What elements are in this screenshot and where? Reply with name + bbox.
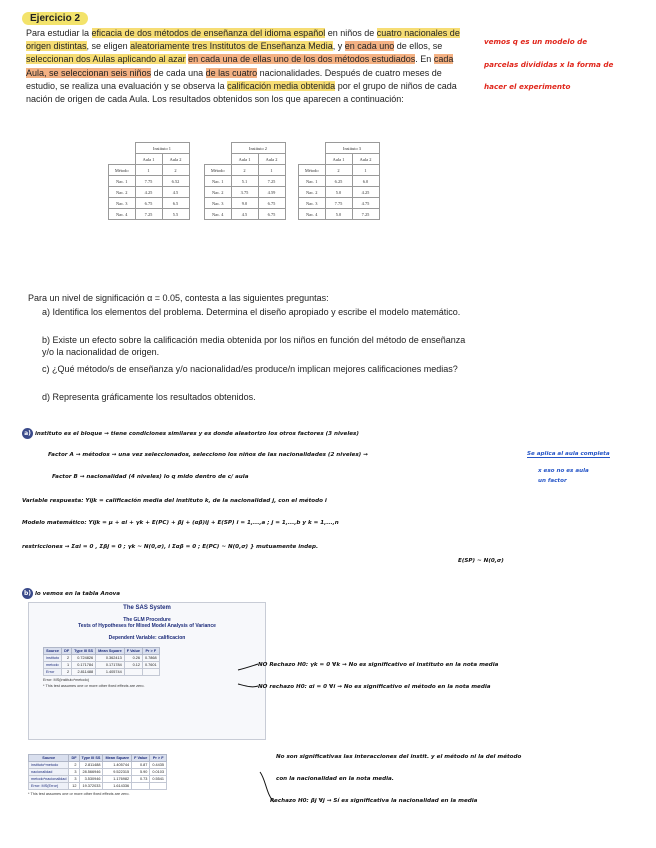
sas-cell: 0.12 bbox=[124, 662, 142, 669]
sas-dependent: Dependent Variable: calificacion bbox=[108, 635, 186, 641]
sas-cell: Error bbox=[44, 669, 62, 676]
table-cell: Nac. 3 bbox=[299, 198, 326, 209]
margin-note-line3: hacer el experimento bbox=[484, 82, 571, 91]
sas-cell: 1.405744 bbox=[103, 762, 132, 769]
sas-header: F Value bbox=[132, 755, 150, 762]
sas-header: F Value bbox=[124, 648, 142, 655]
metodo-value: 1 bbox=[258, 165, 285, 176]
answer-a-marker: a) bbox=[22, 428, 33, 439]
sas-table1-wrap bbox=[43, 647, 265, 688]
metodo-label: Método bbox=[299, 165, 326, 176]
table-cell: Nac. 4 bbox=[109, 209, 136, 220]
sas-cell: 28.566946 bbox=[79, 769, 103, 776]
metodo-value: 2 bbox=[325, 165, 352, 176]
sas-cell bbox=[150, 783, 167, 790]
table-row bbox=[299, 198, 380, 209]
sas-row bbox=[29, 783, 167, 790]
sas-cell: 0.26 bbox=[124, 655, 142, 662]
table-row bbox=[109, 187, 190, 198]
sas-cell: 0.171784 bbox=[96, 662, 125, 669]
metodo-value: 2 bbox=[162, 165, 189, 176]
sas-cell: 1.176982 bbox=[103, 776, 132, 783]
table-row bbox=[109, 209, 190, 220]
answer-b-note4: con la nacionalidad en la nota media. bbox=[276, 776, 394, 782]
table-cell: 3.75 bbox=[231, 187, 258, 198]
sas-header: Mean Square bbox=[96, 648, 125, 655]
sas-header: Source bbox=[29, 755, 69, 762]
metodo-value: 1 bbox=[135, 165, 162, 176]
sas-header: DF bbox=[62, 648, 72, 655]
sas-cell: nacionalidad bbox=[29, 769, 69, 776]
table-cell: 5.0 bbox=[325, 209, 352, 220]
table-cell: 7.25 bbox=[135, 209, 162, 220]
sas-cell: 1.614336 bbox=[103, 783, 132, 790]
table-cell: 4.5 bbox=[231, 209, 258, 220]
table-cell: Nac. 3 bbox=[205, 198, 232, 209]
answer-b-note5: Rechazo H0: βj ∀j → Sí es significativa la nacionalidad en la media bbox=[270, 798, 478, 804]
sas-row bbox=[29, 769, 167, 776]
answer-a-blue-note3: un factor bbox=[538, 478, 567, 484]
sas-row bbox=[44, 662, 160, 669]
sas-cell: 9.522315 bbox=[103, 769, 132, 776]
questions-intro: Para un nivel de significación α = 0.05, contesta a las siguientes preguntas: bbox=[28, 293, 329, 303]
table-cell: 4.25 bbox=[352, 187, 379, 198]
sas-cell: 0.73 bbox=[132, 776, 150, 783]
aula-header: Aula 2 bbox=[258, 154, 285, 165]
sas-row bbox=[44, 669, 160, 676]
sas-row bbox=[29, 776, 167, 783]
sas-cell: metodo*nacionalidad bbox=[29, 776, 69, 783]
sas-cell: 12 bbox=[69, 783, 79, 790]
sas-cell: Error: MS(Error) bbox=[29, 783, 69, 790]
table-cell: Nac. 2 bbox=[205, 187, 232, 198]
sas-cell: 3 bbox=[69, 769, 79, 776]
table-cell: 6.5 bbox=[162, 198, 189, 209]
sas-cell: 1 bbox=[62, 662, 72, 669]
sas-cell: metodo bbox=[44, 662, 62, 669]
metodo-value: 2 bbox=[231, 165, 258, 176]
table-cell: 7.75 bbox=[325, 198, 352, 209]
sas-cell: 5.90 bbox=[132, 769, 150, 776]
table-row bbox=[205, 209, 286, 220]
sas-cell: 2.811488 bbox=[79, 762, 103, 769]
sas-anova-table-1 bbox=[43, 647, 160, 676]
exercise-title: Ejercicio 2 bbox=[22, 12, 88, 25]
answer-a-blue-note1: Se aplica al aula completa bbox=[527, 451, 610, 457]
table-cell: 5.5 bbox=[162, 209, 189, 220]
question-a: a) Identifica los elementos del problema. Determina el diseño apropiado y escribe el modelo matemático. bbox=[42, 307, 461, 317]
answer-a-line6: restricciones → Σαi = 0 , Σβj = 0 ; γk ~ N(0,σ), i Σαβ = 0 ; E(PC) ~ N(0,σ) } mutuamente indep. bbox=[22, 544, 319, 550]
sas-procedure: The GLM Procedure bbox=[123, 617, 171, 623]
table-cell: 5.0 bbox=[325, 187, 352, 198]
sas-header: Type III SS bbox=[72, 648, 96, 655]
sas-header: Pr > F bbox=[143, 648, 160, 655]
aula-header: Aula 2 bbox=[162, 154, 189, 165]
table-cell: Nac. 2 bbox=[299, 187, 326, 198]
table-cell: 7.25 bbox=[352, 209, 379, 220]
sas-footnote-2: * This test assumes one or more other fixed effects are zero. bbox=[28, 792, 130, 796]
table-row bbox=[299, 176, 380, 187]
institute-name: Instituto 3 bbox=[325, 143, 379, 154]
sas-cell: 3 bbox=[69, 776, 79, 783]
institute-name: Instituto 2 bbox=[231, 143, 285, 154]
institute-table-3 bbox=[298, 142, 380, 220]
sas-cell: 2 bbox=[62, 669, 72, 676]
sas-table2-wrap bbox=[28, 754, 167, 796]
sas-row bbox=[29, 762, 167, 769]
metodo-label: Método bbox=[109, 165, 136, 176]
annotation-bracket bbox=[256, 770, 278, 806]
table-row bbox=[205, 198, 286, 209]
question-b: b) Existe un efecto sobre la calificación media obtenida por los niños en función del método de enseñanza y/o la nacionalidad de origen. bbox=[42, 335, 466, 358]
table-row bbox=[205, 187, 286, 198]
metodo-label: Método bbox=[205, 165, 232, 176]
arrow-2 bbox=[238, 684, 258, 687]
table-cell: 4.59 bbox=[258, 187, 285, 198]
table-cell: 6.52 bbox=[162, 176, 189, 187]
sas-cell: 0.7601 bbox=[143, 662, 160, 669]
table-cell: 4.5 bbox=[162, 187, 189, 198]
table-cell: Nac. 1 bbox=[109, 176, 136, 187]
sas-cell: 0.171784 bbox=[72, 662, 96, 669]
table-cell: 6.75 bbox=[135, 198, 162, 209]
table-cell: Nac. 1 bbox=[299, 176, 326, 187]
answer-a-blue-note2: x eso no es aula bbox=[538, 468, 589, 474]
sas-cell bbox=[124, 669, 142, 676]
sas-cell: 1.405744 bbox=[96, 669, 125, 676]
answer-a-line5: Modelo matemático: Yijk = μ + αi + γk + E(PC) + βj + (αβ)ij + E(SP) i = 1,...,a ; j = 1,...,b y k = 1,...,n bbox=[22, 520, 339, 526]
answer-b-note1: NO Rechazo H0: γk = 0 ∀k → No es significativo el instituto en la nota media bbox=[258, 662, 499, 668]
answer-b-marker: b) bbox=[23, 590, 32, 597]
table-row bbox=[109, 176, 190, 187]
sas-header: Pr > F bbox=[150, 755, 167, 762]
table-cell: 7.75 bbox=[135, 176, 162, 187]
answer-b-line1: b) lo vemos en la tabla Anova bbox=[23, 590, 121, 597]
sas-cell: instituto bbox=[44, 655, 62, 662]
table-cell: 5.1 bbox=[231, 176, 258, 187]
table-row bbox=[299, 209, 380, 220]
answer-a-line1: a) instituto es el bloque → tiene condiciones similares y es donde aleatorizo los otros factores (3 niveles) bbox=[22, 428, 359, 439]
metodo-value: 1 bbox=[352, 165, 379, 176]
table-cell: 6.75 bbox=[258, 209, 285, 220]
question-d: d) Representa gráficamente los resultados obtenidos. bbox=[42, 392, 256, 402]
sas-cell: 0.0103 bbox=[150, 769, 167, 776]
answer-b-note3: No son significativas las interacciones del instit. y el método ni la del método bbox=[276, 754, 522, 760]
sas-cell: 0.5541 bbox=[150, 776, 167, 783]
sas-header: Mean Square bbox=[103, 755, 132, 762]
sas-system-title: The SAS System bbox=[123, 605, 171, 611]
table-cell: Nac. 4 bbox=[299, 209, 326, 220]
institute-table-2 bbox=[204, 142, 286, 220]
sas-anova-table-2 bbox=[28, 754, 167, 790]
table-cell: 6.75 bbox=[258, 198, 285, 209]
bracket-arrow bbox=[260, 772, 274, 802]
answer-a-line2: Factor A → métodos → una vez seleccionados, selecciono los niños de las nacionalidades (2 niveles) → bbox=[48, 452, 368, 458]
table-cell: Nac. 1 bbox=[205, 176, 232, 187]
sas-cell bbox=[143, 669, 160, 676]
table-cell: 6.0 bbox=[352, 176, 379, 187]
sas-cell: 0.362413 bbox=[96, 655, 125, 662]
table-cell: Nac. 2 bbox=[109, 187, 136, 198]
answer-a-line3: Factor B → nacionalidad (4 niveles) lo q mido dentro de c/ aula bbox=[52, 474, 249, 480]
institute-table-1 bbox=[108, 142, 190, 220]
table-cell: 4.75 bbox=[352, 198, 379, 209]
aula-header: Aula 2 bbox=[352, 154, 379, 165]
table-cell: Nac. 3 bbox=[109, 198, 136, 209]
sas-header: DF bbox=[69, 755, 79, 762]
arrow-1 bbox=[238, 664, 258, 670]
problem-statement: Para estudiar la eficacia de dos métodos de enseñanza del idioma español en niños de cuatro nacionales de origen distintas, se eligen aleatoriamente tres Institutos de Enseñanza Media, y en cada uno de ellos, se seleccionan dos Aulas aplicando al azar en cada una de ellas uno de los dos métodos estudiados. En cada Aula, se seleccionan seis niños de cada una de las cuatro nacionalidades. Después de cuatro meses de estudio, se realiza una evaluación y se observa la calificación media obtenida por el grupo de niños de cada nación de origen de cada Aula. Los resultados obtenidos son los que aparecen a continuación: bbox=[26, 28, 460, 105]
sas-cell: 19.372033 bbox=[79, 783, 103, 790]
table-cell: 6.25 bbox=[325, 176, 352, 187]
table-cell: Nac. 4 bbox=[205, 209, 232, 220]
sas-header: Source bbox=[44, 648, 62, 655]
sas-cell: 2.811488 bbox=[72, 669, 96, 676]
table-cell: 4.25 bbox=[135, 187, 162, 198]
aula-header: Aula 1 bbox=[325, 154, 352, 165]
answer-a-line7: E(SP) ~ N(0,σ) bbox=[458, 558, 504, 564]
table-cell: 9.0 bbox=[231, 198, 258, 209]
margin-note-line1: vemos q es un modelo de bbox=[484, 37, 588, 46]
table-row bbox=[299, 187, 380, 198]
sas-error-note: Error: MS(instituto*metodo) bbox=[43, 678, 89, 682]
answer-b-note2: NO rechazo H0: αi = 0 ∀i → No es significativo el método en la nota media bbox=[258, 684, 491, 690]
sas-cell: 0.4435 bbox=[150, 762, 167, 769]
table-row bbox=[109, 198, 190, 209]
institute-name: Instituto 1 bbox=[135, 143, 189, 154]
table-cell: 7.25 bbox=[258, 176, 285, 187]
sas-cell: 2 bbox=[62, 655, 72, 662]
sas-subtitle: Tests of Hypotheses for Mixed Model Analysis of Variance bbox=[78, 623, 216, 629]
sas-output-panel bbox=[28, 602, 266, 740]
answer-a-line4: Variable respuesta: Yijk = calificación media del instituto k, de la nacionalidad j, con el método i bbox=[22, 498, 327, 504]
sas-cell bbox=[132, 783, 150, 790]
aula-header: Aula 1 bbox=[231, 154, 258, 165]
sas-footnote-1: * This test assumes one or more other fixed effects are zero. bbox=[43, 684, 145, 688]
sas-cell: 0.87 bbox=[132, 762, 150, 769]
aula-header: Aula 1 bbox=[135, 154, 162, 165]
annotation-arrows bbox=[236, 658, 266, 692]
question-c: c) ¿Qué método/s de enseñanza y/o nacionalidad/es produce/n implican mejores calificaciones medias? bbox=[42, 364, 458, 374]
margin-note-line2: parcelas divididas x la forma de bbox=[484, 60, 614, 69]
sas-cell: 0.724826 bbox=[72, 655, 96, 662]
sas-header: Type III SS bbox=[79, 755, 103, 762]
sas-cell: 3.530946 bbox=[79, 776, 103, 783]
table-row bbox=[205, 176, 286, 187]
sas-cell: 0.7868 bbox=[143, 655, 160, 662]
sas-cell: instituto*metodo bbox=[29, 762, 69, 769]
sas-cell: 2 bbox=[69, 762, 79, 769]
sas-row bbox=[44, 655, 160, 662]
